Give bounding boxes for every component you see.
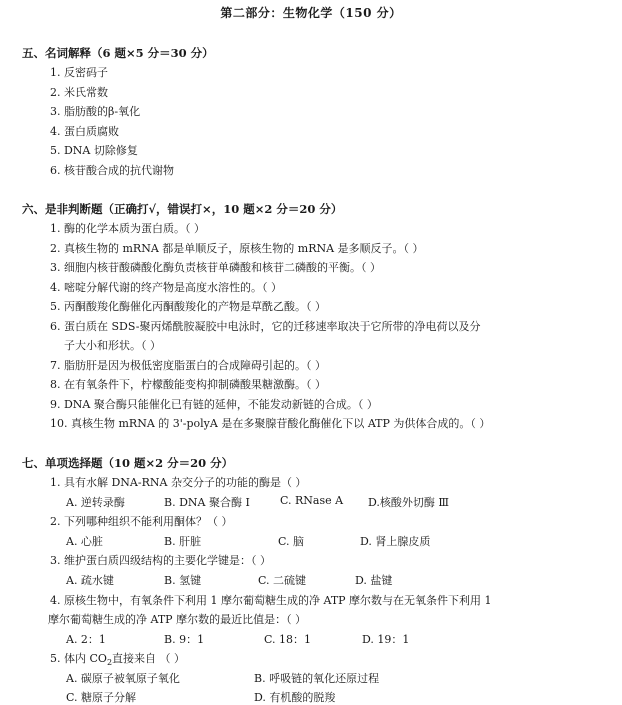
question-2-stem: 2. 下列哪种组织不能利用酮体？（ ） [50,515,233,528]
question-4-option-a: A. 2：1 [66,633,106,646]
section-6-heading: 六、是非判断题（正确打√，错误打×，10 题×2 分＝20 分） [22,202,343,216]
section-5-heading: 五、名词解释（6 题×5 分＝30 分） [22,46,214,60]
question-5-option-a: A. 碳原子被氧原子氧化 [66,672,180,685]
question-2-option-d: D. 肾上腺皮质 [360,535,431,548]
list-item: 3. 细胞内核苷酸磷酸化酶负责核苷单磷酸和核苷二磷酸的平衡。（ ） [50,261,381,274]
page-title: 第二部分：生物化学（150 分） [220,6,402,20]
question-5-stem-subscript: 2 [106,658,113,668]
question-5-option-c: C. 糖原子分解 [66,691,137,704]
list-item: 2. 米氏常数 [50,86,108,99]
list-item: 4. 嘧啶分解代谢的终产物是高度水溶性的。（ ） [50,281,282,294]
list-item-continuation: 子大小和形状。（ ） [64,339,161,352]
list-item: 1. 酶的化学本质为蛋白质。（ ） [50,222,205,235]
question-4-option-b: B. 9：1 [164,633,205,646]
question-1-option-a: A. 逆转录酶 [66,496,125,509]
question-5-option-d: D. 有机酸的脱羧 [254,691,336,704]
question-3-option-a: A. 疏水键 [66,574,114,587]
question-1-option-c: C. RNase A [280,494,344,507]
question-4-option-c: C. 18：1 [264,633,312,646]
section-7-heading: 七、单项选择题（10 题×2 分＝20 分） [22,456,234,470]
question-3-option-c: C. 二硫键 [258,574,307,587]
question-2-option-c: C. 脑 [278,535,305,548]
list-item: 8. 在有氧条件下，柠檬酸能变构抑制磷酸果糖激酶。（ ） [50,378,326,391]
list-item: 2. 真核生物的 mRNA 都是单顺反子，原核生物的 mRNA 是多顺反子。（ ） [50,242,424,255]
list-item: 4. 蛋白质腐败 [50,125,119,138]
question-2-option-a: A. 心脏 [66,535,103,548]
question-2-option-b: B. 肝脏 [164,535,202,548]
question-5-option-b: B. 呼吸链的氧化还原过程 [254,672,380,685]
question-3-option-b: B. 氢键 [164,574,202,587]
question-5-stem-suffix: 直接来自 （ ） [112,652,186,665]
question-4-stem: 4. 原核生物中，有氧条件下利用 1 摩尔葡萄糖生成的净 ATP 摩尔数与在无氧条件下利用 1 [50,594,492,607]
list-item: 10. 真核生物 mRNA 的 3'-polyA 是在多聚腺苷酸化酶催化下以 ATP 为供体合成的。（ ） [50,417,491,430]
question-1-option-d: D.核酸外切酶 Ⅲ [368,496,450,509]
list-item: 7. 脂肪肝是因为极低密度脂蛋白的合成障碍引起的。（ ） [50,359,326,372]
list-item: 6. 核苷酸合成的抗代谢物 [50,164,174,177]
list-item: 6. 蛋白质在 SDS-聚丙烯酰胺凝胶中电泳时，它的迁移速率取决于它所带的净电荷以及分 [50,320,481,333]
list-item: 5. 丙酮酸羧化酶催化丙酮酸羧化的产物是草酰乙酸。（ ） [50,300,326,313]
list-item: 1. 反密码子 [50,66,108,79]
question-5-stem [50,650,185,667]
question-4-stem-continuation: 摩尔葡萄糖生成的净 ATP 摩尔数的最近比值是：（ ） [48,613,307,626]
question-5-stem-prefix: 5. 体内 CO [50,652,107,665]
question-4-option-d: D. 19：1 [362,633,410,646]
list-item: 3. 脂肪酸的β-氧化 [50,105,141,118]
question-1-option-b: B. DNA 聚合酶 I [164,496,250,509]
list-item: 5. DNA 切除修复 [50,144,138,157]
question-1-stem: 1. 具有水解 DNA-RNA 杂交分子的功能的酶是（ ） [50,476,307,489]
question-3-option-d: D. 盐键 [355,574,393,587]
list-item: 9. DNA 聚合酶只能催化已有链的延伸，不能发动新链的合成。（ ） [50,398,378,411]
question-3-stem: 3. 维护蛋白质四级结构的主要化学键是：（ ） [50,554,271,567]
